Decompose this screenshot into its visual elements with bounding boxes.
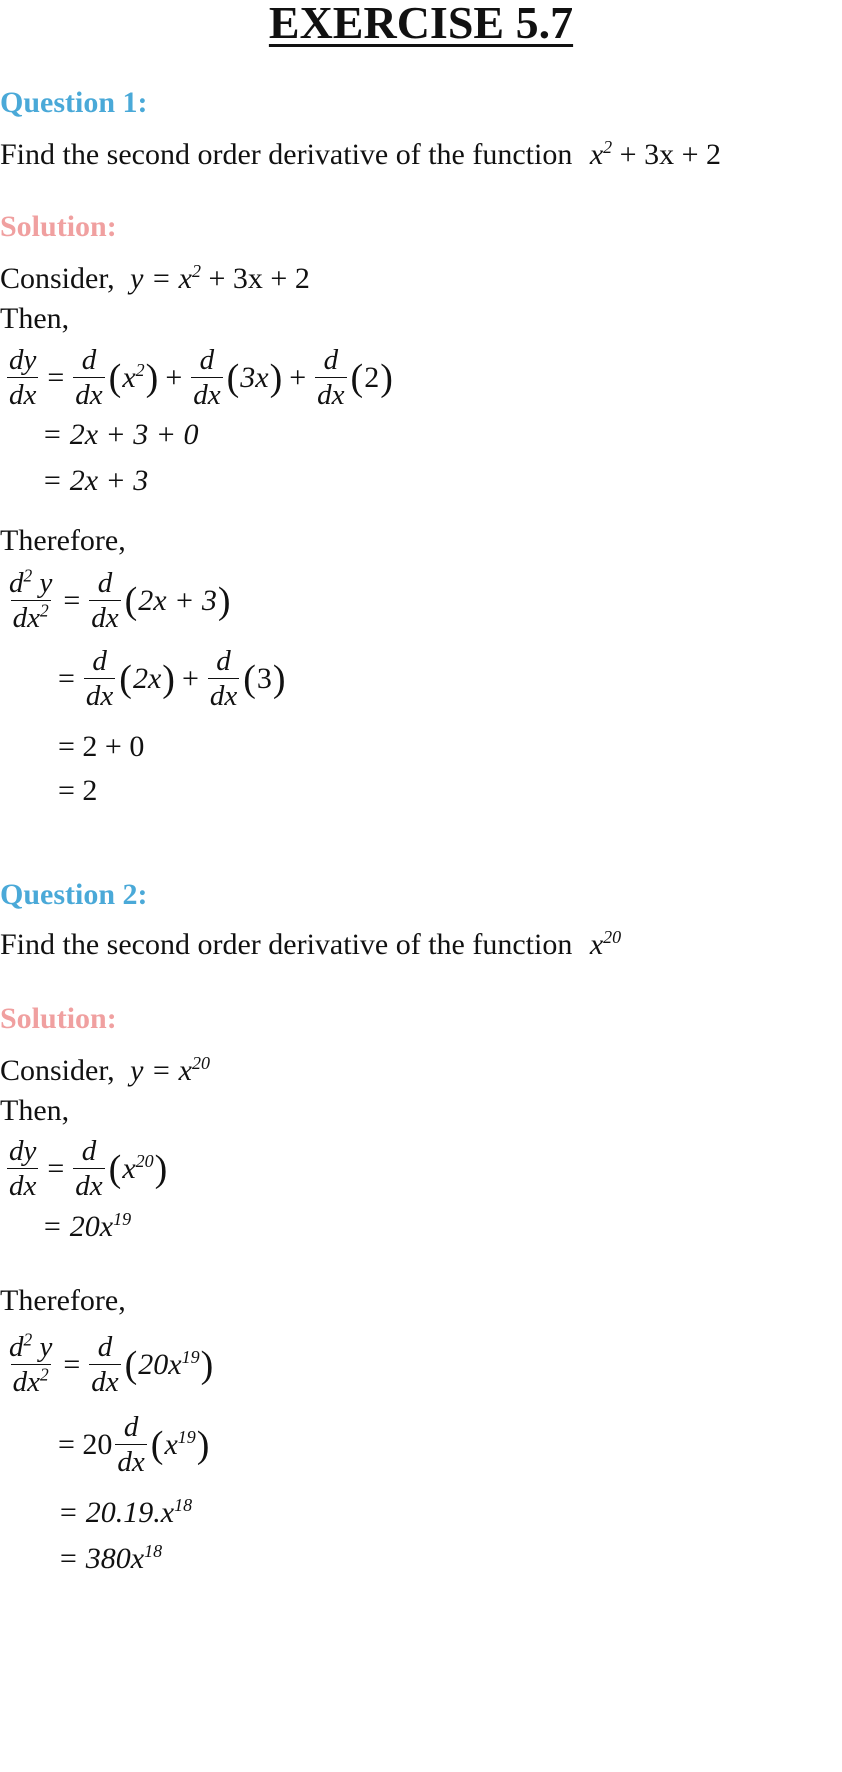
solution-2-therefore: Therefore, — [0, 1284, 126, 1317]
fraction-d-dx: $\frac{d}{dx}$ — [75, 1135, 103, 1203]
page-title: EXERCISE 5.7 — [268, 0, 574, 48]
solution-1-heading: Solution: — [0, 210, 117, 243]
fraction-d-dx: $\frac{d}{dx}$ — [91, 1331, 119, 1399]
solution-1-step-5: = 2 — [58, 774, 98, 807]
solution-2-consider: Consider, $y = x^{20}$ — [0, 1053, 210, 1087]
solution-1-first-derivative: $\frac{dy}{dx}$ = $\frac{d}{dx}$ ( $x^2$ ) + $\frac{d}{dx}$ ( 3x ) + $\frac{d}{dx}$ ( 2 ) — [9, 344, 393, 412]
solution-1-step-2: = 2x + 3 — [42, 464, 149, 497]
solution-2-step-4: = $380x^{18}$ — [58, 1541, 163, 1575]
solution-1-step-4: = 2 + 0 — [58, 730, 145, 763]
fraction-d-dx: $\frac{d}{dx}$ — [193, 344, 221, 412]
fraction-d2y-dx2: $\frac{d^2 y}{dx^2}$ — [9, 565, 53, 635]
fraction-d-dx: $\frac{d}{dx}$ — [85, 645, 114, 713]
fraction-d-dx: $\frac{d}{dx}$ — [75, 344, 103, 412]
solution-2-first-derivative: $\frac{dy}{dx}$ = $\frac{d}{dx}$ ( $x^{20}$ ) — [9, 1135, 168, 1203]
question-2-prompt — [0, 928, 621, 962]
question-2-heading: Question 2: — [0, 878, 148, 911]
solution-2-heading: Solution: — [0, 1002, 117, 1035]
solution-1-second-derivative: $\frac{d^2 y}{dx^2}$ = $\frac{d}{dx}$ ( 2x + 3 ) — [9, 565, 231, 635]
fraction-d-dx: $\frac{d}{dx}$ — [209, 645, 238, 713]
question-1-function: $x^2 + 3x + 2$ — [589, 137, 722, 171]
solution-2-step-3: = $20.19.x^{18}$ — [58, 1495, 193, 1529]
solution-2-step-1: = $20x^{19}$ — [42, 1209, 132, 1243]
solution-1-consider: Consider, $y = x^2 + 3x + 2$ — [0, 261, 310, 295]
solution-2-consider-eq: $y = x^{20}$ — [130, 1053, 210, 1087]
fraction-dy-dx: $\frac{dy}{dx}$ — [9, 344, 37, 412]
solution-1-consider-eq: $y = x^2 + 3x + 2$ — [130, 261, 310, 295]
solution-1-then: Then, — [0, 302, 70, 335]
fraction-dy-dx: $\frac{dy}{dx}$ — [9, 1135, 37, 1203]
question-1-heading: Question 1: — [0, 86, 148, 119]
question-1-prompt — [0, 138, 721, 172]
solution-1-step-1: = 2x + 3 + 0 — [42, 418, 199, 451]
solution-2-then: Then, — [0, 1094, 70, 1127]
fraction-d2y-dx2: $\frac{d^2 y}{dx^2}$ — [9, 1329, 53, 1399]
solution-2-step-2: = 20 $\frac{d}{dx}$ ( $x^{19}$ ) — [58, 1411, 210, 1479]
solution-1-step-3: = $\frac{d}{dx}$ ( 2x ) + $\frac{d}{dx}$ ( 3 ) — [58, 645, 286, 713]
fraction-d-dx: $\frac{d}{dx}$ — [117, 1411, 145, 1479]
question-2-function: $x^{20}$ — [589, 927, 622, 961]
question-1-prompt-text: Find the second order derivative of the function — [0, 138, 573, 171]
question-2-prompt-text: Find the second order derivative of the function — [0, 928, 573, 961]
solution-2-second-derivative: $\frac{d^2 y}{dx^2}$ = $\frac{d}{dx}$ ( $20x^{19}$ ) — [9, 1329, 214, 1399]
fraction-d-dx: $\frac{d}{dx}$ — [317, 344, 345, 412]
fraction-d-dx: $\frac{d}{dx}$ — [91, 567, 119, 635]
solution-1-therefore: Therefore, — [0, 524, 126, 557]
